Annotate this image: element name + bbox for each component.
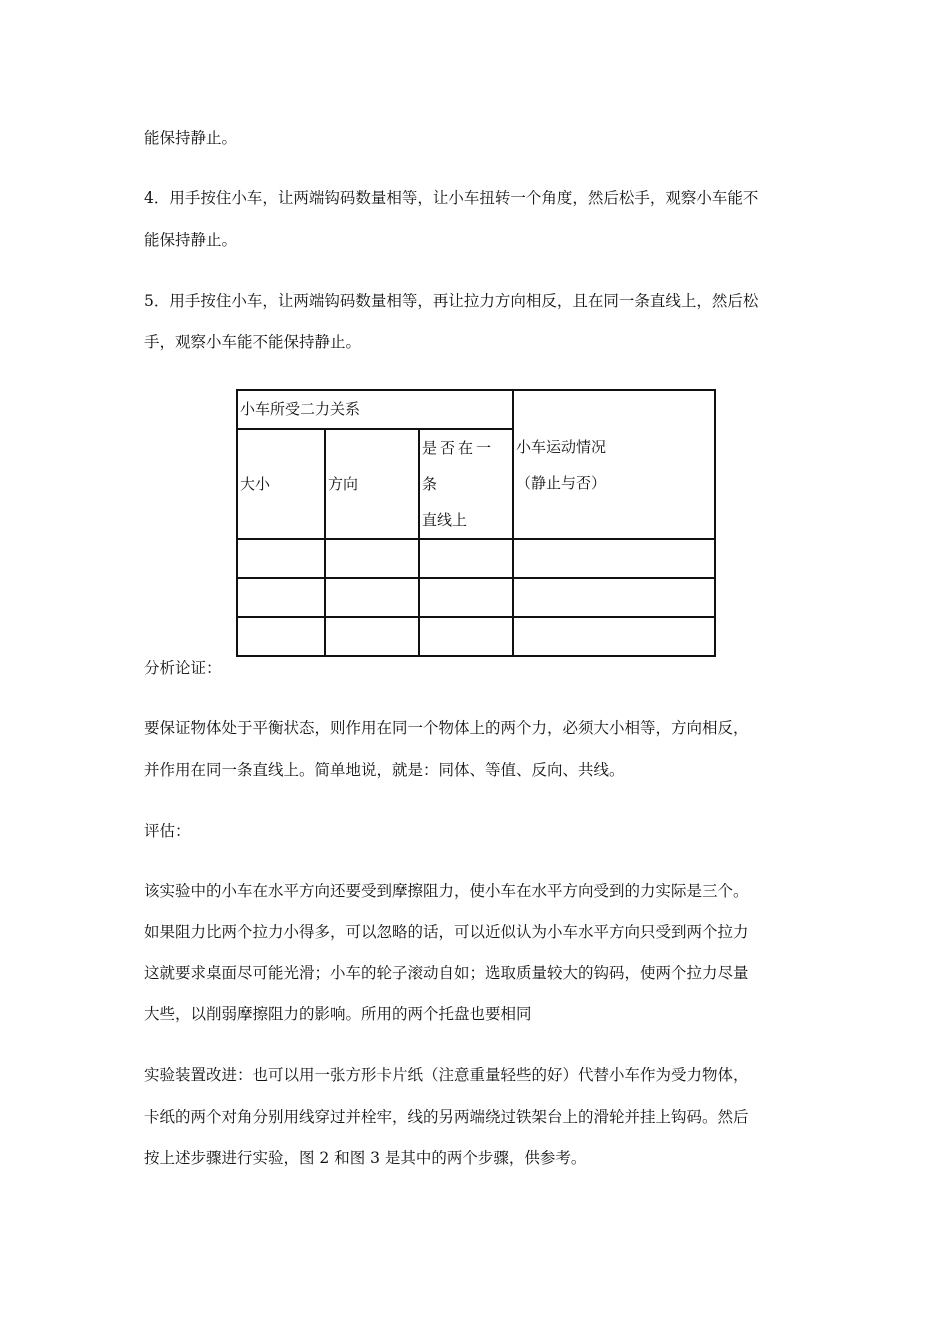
paragraph-line: 要保证物体处于平衡状态，则作用在同一个物体上的两个力，必须大小相等，方向相反， — [144, 719, 749, 737]
table-cell[interactable] — [419, 578, 513, 617]
paragraph-line: 该实验中的小车在水平方向还要受到摩擦阻力，使小车在水平方向受到的力实际是三个。 — [144, 882, 749, 900]
paragraph-line: 手，观察小车能不能保持静止。 — [144, 333, 362, 351]
table-header-same-line-1: 是否在一条 — [422, 439, 495, 493]
table-cell[interactable] — [513, 539, 715, 578]
section-title-analysis: 分析论证： — [144, 659, 222, 677]
paragraph-line: 按上述步骤进行实验，图 2 和图 3 是其中的两个步骤，供参考。 — [144, 1149, 587, 1167]
table-header-same-line — [419, 429, 513, 539]
table-header-forces: 小车所受二力关系 — [237, 390, 513, 429]
paragraph-line: 能保持静止。 — [144, 129, 238, 147]
paragraph-line: 如果阻力比两个拉力小得多，可以忽略的话，可以近似认为小车水平方向只受到两个拉力 — [144, 923, 749, 941]
paragraph-line: 5．用手按住小车，让两端钩码数量相等，再让拉力方向相反，且在同一条直线上，然后松 — [144, 292, 759, 310]
table-header-motion — [513, 390, 715, 539]
table-row — [237, 578, 715, 617]
table-cell[interactable] — [237, 578, 325, 617]
paragraph-line: 这就要求桌面尽可能光滑；小车的轮子滚动自如；选取质量较大的钩码，使两个拉力尽量 — [144, 964, 749, 982]
table-cell[interactable] — [419, 539, 513, 578]
table-header-motion-line1: 小车运动情况 — [516, 437, 607, 456]
data-table — [236, 389, 716, 657]
table-cell[interactable] — [513, 578, 715, 617]
paragraph-line: 卡纸的两个对角分别用线穿过并栓牢，线的另两端绕过铁架台上的滑轮并挂上钩码。然后 — [144, 1108, 749, 1126]
table-header-direction: 方向 — [325, 429, 419, 539]
table-cell[interactable] — [237, 539, 325, 578]
table-header-motion-line2: （静止与否） — [516, 473, 607, 492]
table-cell[interactable] — [325, 578, 419, 617]
table-header-same-line-2: 直线上 — [422, 511, 468, 529]
table-header-size: 大小 — [237, 429, 325, 539]
paragraph-line: 4．用手按住小车，让两端钩码数量相等，让小车扭转一个角度，然后松手，观察小车能不 — [144, 189, 759, 207]
table-row — [237, 539, 715, 578]
paragraph-line: 实验装置改进：也可以用一张方形卡片纸（注意重量轻些的好）代替小车作为受力物体， — [144, 1066, 749, 1084]
paragraph-line: 并作用在同一条直线上。简单地说，就是：同体、等值、反向、共线。 — [144, 761, 625, 779]
table-cell[interactable] — [325, 539, 419, 578]
paragraph-line: 大些，以削弱摩擦阻力的影响。所用的两个托盘也要相同 — [144, 1005, 532, 1023]
section-title-evaluation: 评估： — [144, 822, 191, 840]
paragraph-line: 能保持静止。 — [144, 231, 238, 249]
